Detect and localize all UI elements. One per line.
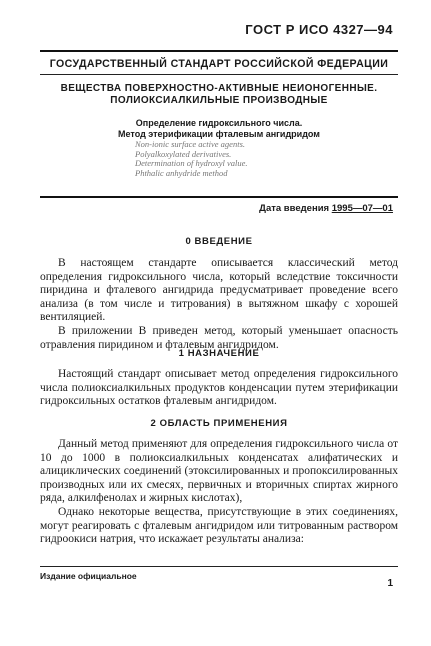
english-title-line: Polyalkoxylated derivatives. <box>135 148 232 159</box>
title-line-2: ПОЛИОКСИАЛКИЛЬНЫЕ ПРОИЗВОДНЫЕ <box>110 95 328 106</box>
footer-rule <box>40 566 398 567</box>
official-edition-label: Издание официальное <box>40 571 137 581</box>
title-line-1: ВЕЩЕСТВА ПОВЕРХНОСТНО-АКТИВНЫЕ НЕИОНОГЕННЫЕ. <box>60 83 378 94</box>
document-subtitle <box>40 118 398 140</box>
date-label: Дата введения <box>259 203 330 214</box>
subtitle-line-2: Метод этерификации фталевым ангидридом <box>118 129 320 139</box>
introduction-date <box>259 203 393 214</box>
section-heading-introduction: 0 ВВЕДЕНИЕ <box>185 236 253 247</box>
english-title-line: Non-ionic surface active agents. <box>135 139 246 149</box>
section-heading-scope: 2 ОБЛАСТЬ ПРИМЕНЕНИЯ <box>150 418 288 429</box>
page-number: 1 <box>387 578 393 589</box>
subtitle-line-1: Определение гидроксильного числа. <box>135 118 303 128</box>
paragraph: Настоящий стандарт описывает метод определения гидроксильного числа полиоксиалкильных продуктов конденсации путем этерификации гидроксильных остатков фталевым ангидридом. <box>40 368 398 408</box>
paragraph: Однако некоторые вещества, присутствующие в этих соединениях, могут реагировать с фталевым ангидридом или титрованным раствором гидроокиси натрия, что искажает результаты анализа: <box>40 505 398 546</box>
section-heading-purpose: 1 НАЗНАЧЕНИЕ <box>178 348 260 359</box>
title-rule <box>40 74 398 75</box>
english-title-line: Determination of hydroxyl value. <box>135 158 248 169</box>
english-title <box>135 140 248 178</box>
standard-title: ГОСУДАРСТВЕННЫЙ СТАНДАРТ РОССИЙСКОЙ ФЕДЕРАЦИИ <box>49 58 389 70</box>
paragraph: В приложении В приведен метод, который уменьшает опасность отравления пиридином и фталевым ангидридом. <box>40 324 398 351</box>
date-rule <box>40 196 398 198</box>
paragraph: В настоящем стандарте описывается классический метод определения гидроксильного числа, который вследствие токсичности пиридина и фталевого ангидрида предусматривает проведение всего анализа (в том числе и титрования) в вытяжном шкафу с хорошей вентиляцией. <box>40 257 398 324</box>
section-body-introduction <box>40 257 398 352</box>
date-value: 1995—07—01 <box>331 203 393 214</box>
top-rule <box>40 50 398 52</box>
section-body-purpose <box>40 368 398 409</box>
document-code: ГОСТ Р ИСО 4327—94 <box>245 22 393 37</box>
document-title <box>40 83 398 107</box>
section-body-scope <box>40 438 398 547</box>
paragraph: Данный метод применяют для определения гидроксильного числа от 10 до 1000 в полиоксиалкильных конденсатах алифатических и алициклических соединений (этоксилированных и пропоксилированных производных или их смесях, первичных и вторичных спиртах жирного ряда, алкилфенолах и жирных кислотах), <box>40 438 398 505</box>
english-title-line: Phthalic anhydride method <box>135 167 228 178</box>
